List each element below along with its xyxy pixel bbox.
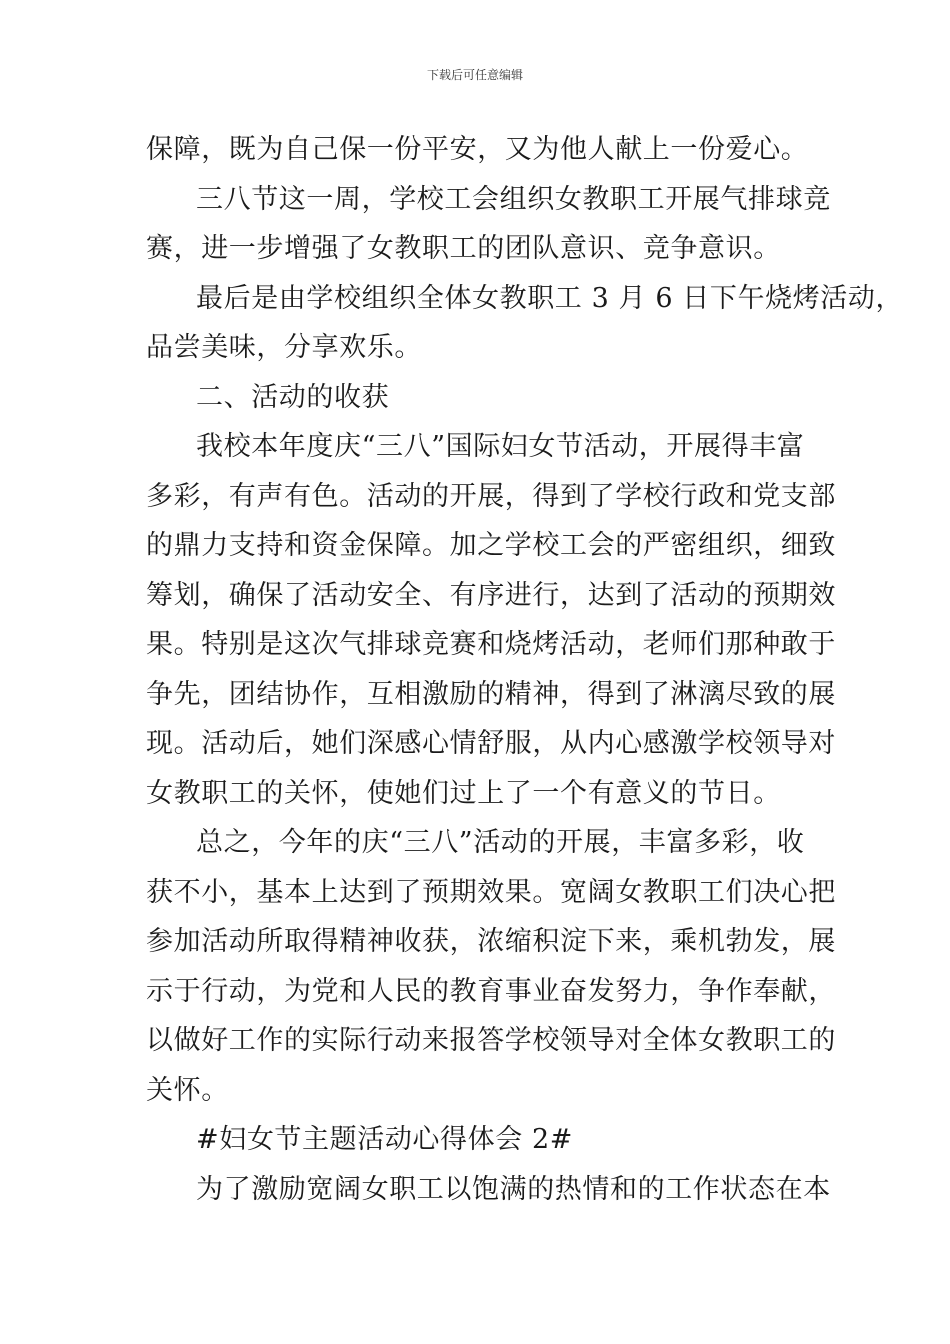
text-line: 女教职工的关怀，使她们过上了一个有意义的节日。 [146,778,781,809]
text-line: 品尝美味，分享欢乐。 [146,332,422,363]
text-line: 保障，既为自己保一份平安，又为他人献上一份爱心。 [146,134,809,165]
paragraph-start-line: 三八节这一周，学校工会组织女教职工开展气排球竞 [196,184,831,215]
text-line: 筹划，确保了活动安全、有序进行，达到了活动的预期效 [146,580,836,611]
text-line: 关怀。 [146,1075,229,1106]
section-heading: #妇女节主题活动心得体会 2# [196,1124,574,1155]
page-header: 下载后可任意编辑 [426,68,523,82]
text-line: 争先，团结协作，互相激励的精神，得到了淋漓尽致的展 [146,679,836,710]
text-line: 的鼎力支持和资金保障。加之学校工会的严密组织，细致 [146,530,836,561]
paragraph-start-line: 总之，今年的庆“三八”活动的开展，丰富多彩，收 [196,827,805,858]
paragraph-start-line: 我校本年度庆“三八”国际妇女节活动，开展得丰富 [196,431,805,462]
text-line: 多彩，有声有色。活动的开展，得到了学校行政和党支部 [146,481,836,512]
text-line: 示于行动，为党和人民的教育事业奋发努力，争作奉献， [146,976,836,1007]
text-line: 参加活动所取得精神收获，浓缩积淀下来，乘机勃发，展 [146,926,836,957]
section-heading: 二、活动的收获 [196,382,390,413]
text-line: 赛，进一步增强了女教职工的团队意识、竞争意识。 [146,233,781,264]
text-line: 果。特别是这次气排球竞赛和烧烤活动，老师们那种敢于 [146,629,836,660]
paragraph-start-line: 最后是由学校组织全体女教职工 3 月 6 日下午烧烤活动， [196,283,904,314]
text-line: 以做好工作的实际行动来报答学校领导对全体女教职工的 [146,1025,836,1056]
paragraph-start-line: 为了激励宽阔女职工以饱满的热情和的工作状态在本 [196,1174,831,1205]
text-line: 现。活动后，她们深感心情舒服，从内心感激学校领导对 [146,728,836,759]
text-line: 获不小，基本上达到了预期效果。宽阔女教职工们决心把 [146,877,836,908]
